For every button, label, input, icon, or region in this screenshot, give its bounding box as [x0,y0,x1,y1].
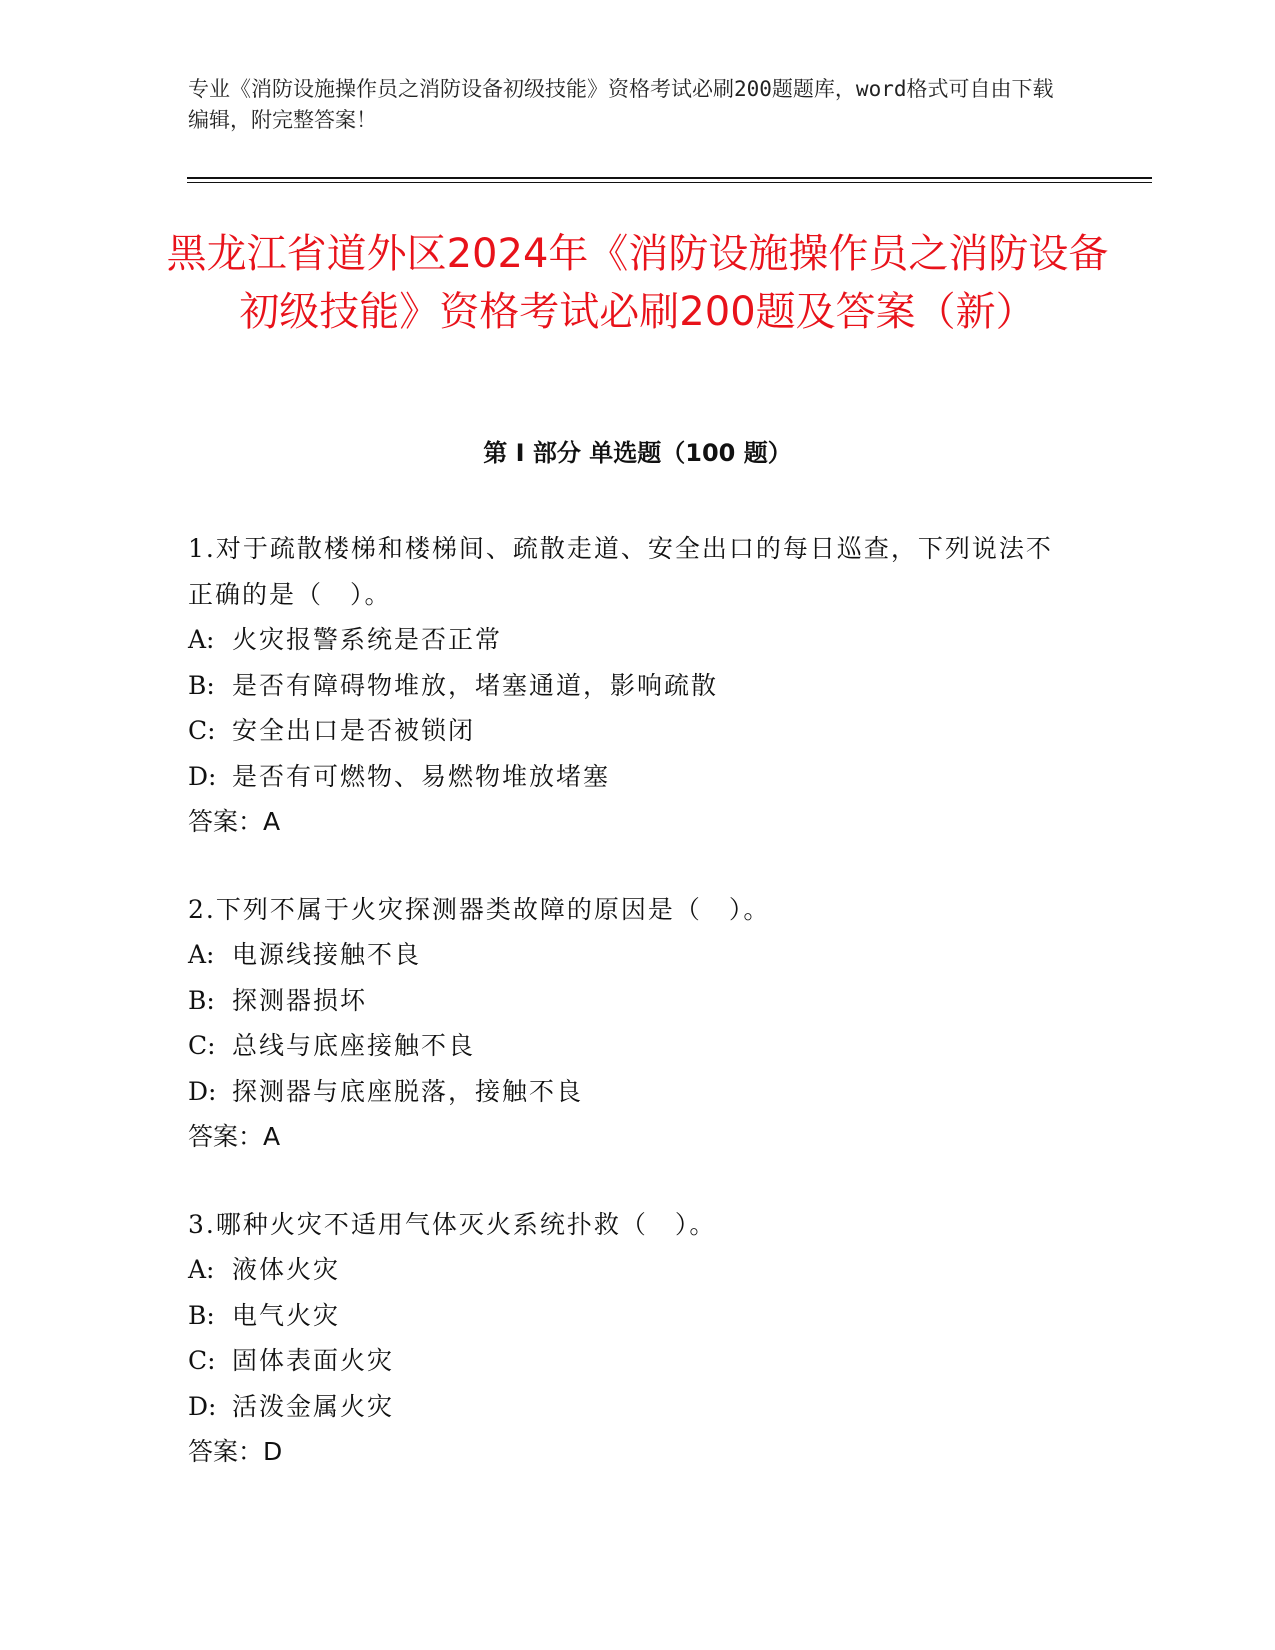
option-text: 安全出口是否被锁闭 [232,716,476,745]
option-letter: B: [188,1300,215,1330]
question-3 [188,1202,1078,1475]
option-text: 是否有可燃物、易燃物堆放堵塞 [232,761,611,791]
option-text: 电气火灾 [232,1300,341,1330]
option-text: 活泼金属火灾 [232,1391,395,1421]
option-b [188,1293,1078,1339]
option-letter: D: [188,761,217,791]
option-c [188,1338,1078,1384]
header-divider-thin [187,182,1152,183]
option-text: 电源线接触不良 [232,940,422,969]
option-letter: C: [188,1346,216,1375]
question-1 [188,526,1078,845]
option-a [188,617,1078,663]
option-c [188,1023,1078,1069]
option-text: 固体表面火灾 [232,1346,395,1375]
question-2 [188,887,1078,1160]
option-letter: B: [188,670,215,700]
header-note: 专业《消防设施操作员之消防设备初级技能》资格考试必刷200题题库，word格式可自由下载编辑，附完整答案！ [188,77,1054,132]
option-text: 探测器损坏 [232,985,368,1015]
option-letter: A: [188,940,215,969]
option-b [188,978,1078,1024]
question-stem: 3.哪种火灾不适用气体灭火系统扑救（ ）。 [188,1209,717,1239]
option-text: 是否有障碍物堆放，堵塞通道，影响疏散 [232,670,719,700]
answer: 答案：A [188,807,281,836]
option-text: 火灾报警系统是否正常 [232,625,503,654]
answer: 答案：A [188,1122,281,1151]
option-letter: D: [188,1076,217,1106]
question-stem: 1.对于疏散楼梯和楼梯间、疏散走道、安全出口的每日巡查，下列说法不正确的是（ ）。 [188,534,1053,609]
option-text: 探测器与底座脱落，接触不良 [232,1076,584,1106]
option-b [188,663,1078,709]
option-letter: A: [188,625,215,654]
answer: 答案：D [188,1437,283,1466]
option-letter: D: [188,1391,217,1421]
option-d [188,1069,1078,1115]
question-list [188,526,1078,1517]
document-title: 黑龙江省道外区2024年《消防设施操作员之消防设备初级技能》资格考试必刷200题及答案（新） [166,231,1109,335]
option-text: 总线与底座接触不良 [232,1031,476,1060]
header-divider-thick [187,177,1152,179]
option-letter: C: [188,716,216,745]
option-c [188,708,1078,754]
option-text: 液体火灾 [232,1255,341,1284]
section-title: 第 I 部分 单选题（100 题） [483,439,792,467]
option-d [188,1384,1078,1430]
option-a [188,932,1078,978]
option-a [188,1247,1078,1293]
option-letter: B: [188,985,215,1015]
option-letter: A: [188,1255,215,1284]
option-letter: C: [188,1031,216,1060]
question-stem: 2.下列不属于火灾探测器类故障的原因是（ ）。 [188,894,771,924]
option-d [188,754,1078,800]
